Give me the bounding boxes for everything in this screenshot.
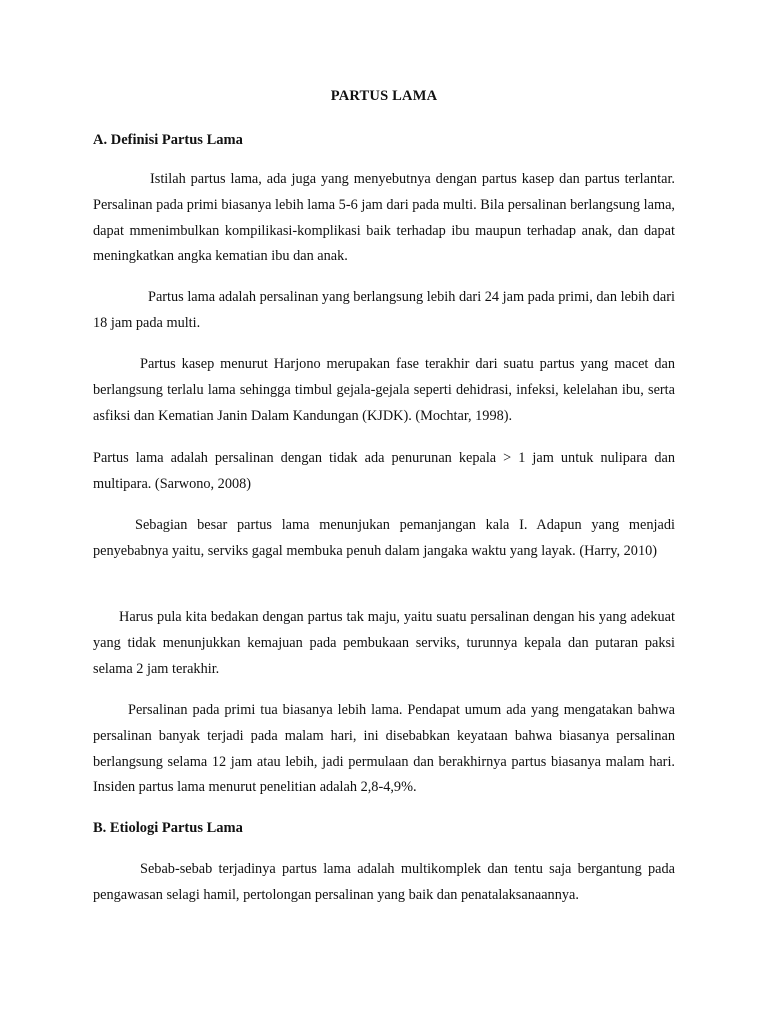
paragraph-a1: Istilah partus lama, ada juga yang menyebutnya dengan partus kasep dan partus terlantar. Persalinan pada primi biasanya lebih lama 5-6 jam dari pada multi. Bila persalinan berlangsung lama, dapat mmenimbulkan kompilikasi-komplikasi baik terhadap ibu maupun terhadap anak, dan dapat meningkatkan angka kematian ibu dan anak. bbox=[93, 171, 675, 265]
section-b-heading: B. Etiologi Partus Lama bbox=[93, 820, 243, 836]
section-a-heading: A. Definisi Partus Lama bbox=[93, 132, 243, 148]
paragraph-a6: Harus pula kita bedakan dengan partus tak maju, yaitu suatu persalinan dengan his yang adekuat yang tidak menunjukkan kemajuan pada pembukaan serviks, turunnya kepala dan putaran paksi selama 2 jam terakhir. bbox=[93, 609, 675, 677]
paragraph-a7: Persalinan pada primi tua biasanya lebih lama. Pendapat umum ada yang mengatakan bahwa persalinan banyak terjadi pada malam hari, ini disebabkan keyataan bahwa biasanya persalinan berlangsung selama 12 jam atau lebih, jadi permulaan dan berakhirnya partus biasanya malam hari. Insiden partus lama menurut penelitian adalah 2,8-4,9%. bbox=[93, 702, 675, 796]
paragraph-a5: Sebagian besar partus lama menunjukan pemanjangan kala I. Adapun yang menjadi penyebabnya yaitu, serviks gagal membuka penuh dalam jangaka waktu yang layak. (Harry, 2010) bbox=[93, 517, 675, 559]
paragraph-a3: Partus kasep menurut Harjono merupakan fase terakhir dari suatu partus yang macet dan berlangsung terlalu lama sehingga timbul gejala-gejala seperti dehidrasi, infeksi, kelelahan ibu, serta asfiksi dan Kematian Janin Dalam Kandungan (KJDK). (Mochtar, 1998). bbox=[93, 356, 675, 424]
document-title: PARTUS LAMA bbox=[330, 88, 438, 104]
paragraph-a2: Partus lama adalah persalinan yang berlangsung lebih dari 24 jam pada primi, dan lebih dari 18 jam pada multi. bbox=[93, 289, 675, 331]
paragraph-a4: Partus lama adalah persalinan dengan tidak ada penurunan kepala > 1 jam untuk nulipara dan multipara. (Sarwono, 2008) bbox=[93, 450, 675, 492]
paragraph-b1: Sebab-sebab terjadinya partus lama adalah multikomplek dan tentu saja bergantung pada pengawasan selagi hamil, pertolongan persalinan yang baik dan penatalaksanaannya. bbox=[93, 861, 675, 903]
